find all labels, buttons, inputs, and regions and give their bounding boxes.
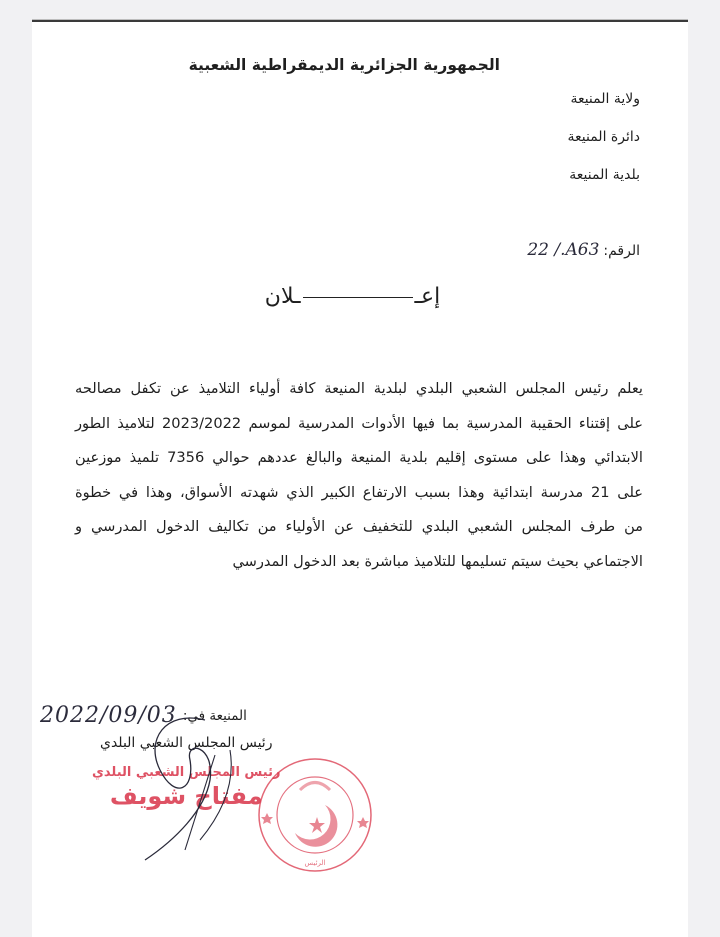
title-kashida [303,297,413,298]
title-start: إعـ [414,284,441,309]
body-line: الابتدائي وهذا على مستوى إقليم بلدية المنيعة والبالغ عددهم حوالي 7356 تلميذ موزعين [75,449,643,467]
stamp-title: رئيس المجلس الشعبي البلدي [92,765,281,780]
handwritten-date: 2022/09/03 [40,703,177,728]
reference-label: الرقم: [603,243,640,259]
title-end: ـلان [264,284,301,309]
daira-label: دائرة المنيعة [567,129,640,145]
announcement-body [75,372,643,580]
body-line: الاجتماعي بحيث سيتم تسليمها للتلاميذ مباشرة بعد الدخول المدرسي [232,552,643,570]
announcement-title [255,284,450,309]
official-seal-icon [255,755,375,875]
body-line: على إقتناء الحقيبة المدرسية بما فيها الأدوات المدرسية لموسم 2023/2022 لتلاميذ الطور [75,414,643,432]
wilaya-label: ولاية المنيعة [570,91,640,107]
reference-value: 22 /.A63 [527,240,600,260]
body-line: على 21 مدرسة ابتدائية وهذا بسبب الارتفاع الكبير الذي شهدته الأسواق، وهذا في خطوة [75,483,643,501]
stamp-name: مفتاح شويف [109,782,263,810]
republic-heading: الجمهورية الجزائرية الديمقراطية الشعبية [188,56,500,74]
body-line: يعلم رئيس المجلس الشعبي البلدي لبلدية المنيعة كافة أولياء التلاميذ عن تكفل مصالحه [75,380,643,397]
body-line: من طرف المجلس الشعبي البلدي للتخفيف عن الأولياء من تكاليف الدخول المدرسي و [75,518,643,536]
reference-number [527,240,640,260]
date-label: المنيعة في: [182,707,247,724]
president-title: رئيس المجلس الشعبي البلدي [100,735,273,751]
baladia-label: بلدية المنيعة [569,167,640,183]
signature-icon [85,700,275,870]
seal-bottom-text: الرئيس [304,859,326,867]
